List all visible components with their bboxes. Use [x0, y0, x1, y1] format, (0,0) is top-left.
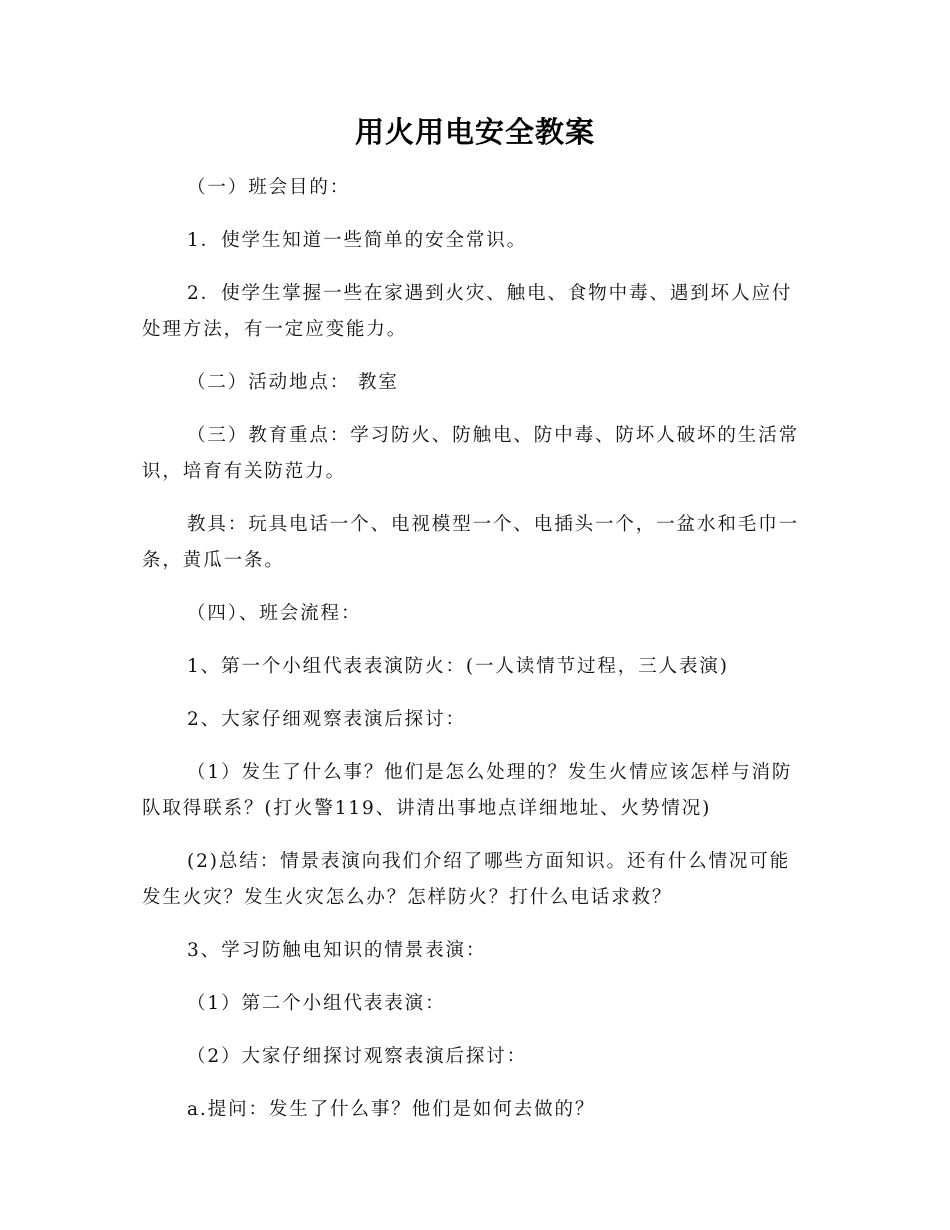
- paragraph-activity-location: （二）活动地点： 教室: [187, 372, 399, 393]
- paragraph-step-2-item-2: (2)总结：情景表演向我们介绍了哪些方面知识。还有什么情况可能发生火灾？发生火灾怎么办？怎样防火？打什么电话求救？: [142, 851, 791, 908]
- paragraph-step-3: 3、学习防触电知识的情景表演：: [187, 940, 487, 961]
- paragraph-step-2-item-1: （1）发生了什么事？他们是怎么处理的？发生火情应该怎样与消防队取得联系？(打火警119、讲清出事地点详细地址、火势情况): [142, 762, 793, 819]
- paragraph-step-3-item-2: （2）大家仔细探讨观察表演后探讨：: [187, 1046, 528, 1067]
- paragraph-purpose-2: 2．使学生掌握一些在家遇到火灾、触电、食物中毒、遇到坏人应付处理方法，有一定应变能力。: [142, 283, 793, 340]
- document-title: 用火用电安全教案: [354, 115, 595, 149]
- paragraph-step-3-item-1: （1）第二个小组代表表演：: [187, 993, 446, 1014]
- paragraph-education-focus: （三）教育重点：学习防火、防触电、防中毒、防坏人破坏的生活常识，培育有关防范力。: [142, 425, 800, 482]
- paragraph-teaching-aids: 教具：玩具电话一个、电视模型一个、电插头一个，一盆水和毛巾一条，黄瓜一条。: [142, 514, 800, 571]
- document-body: [142, 170, 808, 1128]
- paragraph-step-1: 1、第一个小组代表表演防火：(一人读情节过程，三人表演): [187, 656, 729, 677]
- paragraph-step-3-item-a: a.提问：发生了什么事？他们是如何去做的？: [187, 1099, 596, 1120]
- paragraph-step-2: 2、大家仔细观察表演后探讨：: [187, 709, 466, 730]
- paragraph-purpose-1: 1．使学生知道一些简单的安全常识。: [187, 230, 528, 251]
- paragraph-meeting-purpose-heading: （一）班会目的：: [187, 177, 351, 198]
- paragraph-meeting-process-heading: （四）、班会流程：: [187, 603, 362, 624]
